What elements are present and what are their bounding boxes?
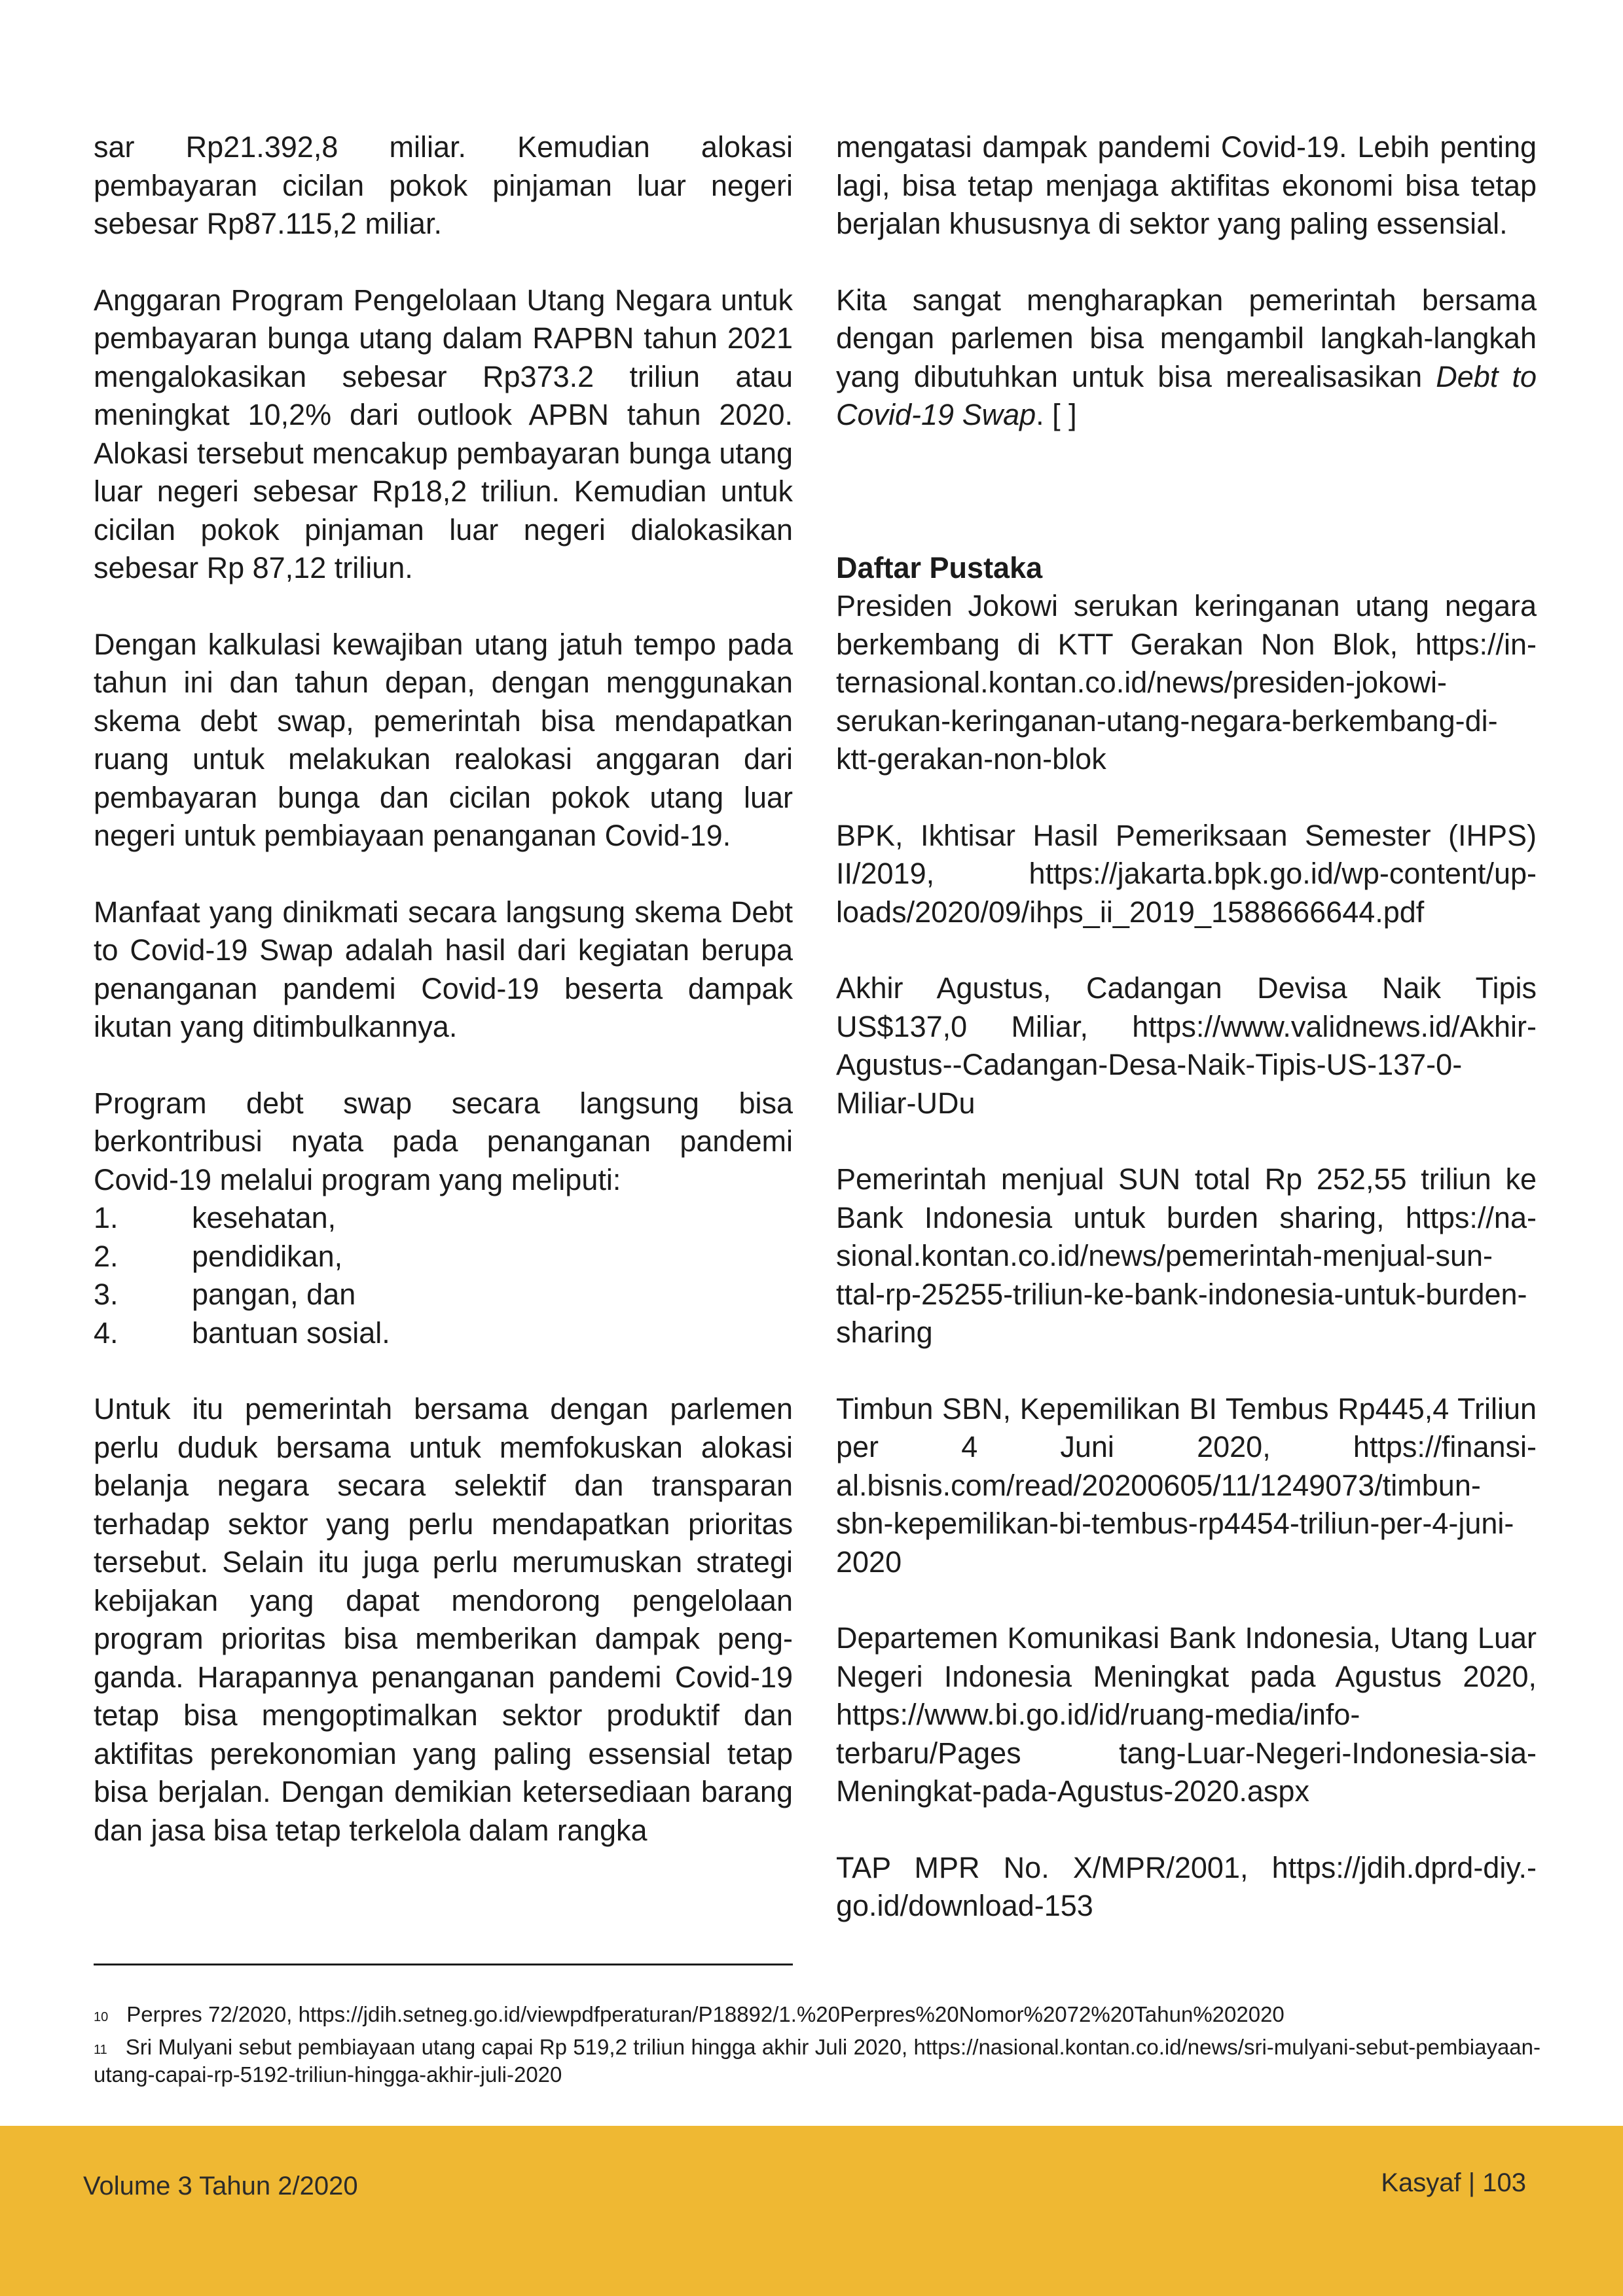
footnote <box>94 2034 1541 2089</box>
references-heading: Daftar Pustaka <box>836 550 1043 584</box>
footnote-number: 10 <box>94 2010 109 2024</box>
paragraph <box>836 281 1537 435</box>
paragraph: mengatasi dampak pandemi Covid-19. Lebih penting lagi, bisa tetap menjaga aktifitas ekonomi bisa tetap berjalan khususnya di sektor yang paling essensial. <box>836 130 1537 240</box>
footnote-text[interactable]: Sri Mulyani sebut pembiayaan utang capai Rp 519,2 triliun hingga akhir Juli 2020, https://nasional.kontan.co.id/news/sri-mulyani-sebut-pembiayaan-utang-capai-rp-5192-triliun-hingga-akhir-juli-2020 <box>94 2035 1541 2087</box>
list-item-number: 1. <box>94 1201 119 1234</box>
reference-item: TAP MPR No. X/MPR/2001, https://jdih.dprd-diy.go.id/download-153 <box>836 1850 1537 1922</box>
paragraph-italic-term: Debt to Covid-19 Swap <box>836 359 1537 431</box>
list-item-text: bantuan sosial. <box>192 1316 390 1350</box>
paragraph-text: Kita sangat mengharapkan pemerintah bersama dengan parlemen bisa mengambil langkah-langkah yang dibutuhkan untuk bisa merealisasikan <box>836 283 1537 393</box>
program-list <box>94 1199 793 1352</box>
footnote-number: 11 <box>94 2043 107 2057</box>
footnotes <box>94 2001 1541 2094</box>
list-item <box>94 1238 793 1276</box>
spacer <box>836 473 1537 549</box>
footnote <box>94 2001 1541 2028</box>
reference-item: Akhir Agustus, Cadangan Devisa Naik Tipis US$137,0 Miliar, https://www.validnews.id/Akhir-Agustus--Cadangan-Desa-Naik-Tipis-US-137-0-Miliar-UDu <box>836 971 1537 1120</box>
footnote-text[interactable]: Perpres 72/2020, https://jdih.setneg.go.id/viewpdfperaturan/P18892/1.%20Perpres%20Nomor%2072%20Tahun%202020 <box>126 2002 1285 2026</box>
list-item <box>94 1199 793 1238</box>
left-column <box>94 128 793 1888</box>
list-item <box>94 1314 793 1353</box>
reference-item: Timbun SBN, Kepemilikan BI Tembus Rp445,4 Triliun per 4 Juni 2020, https://finansial.bisnis.com/read/20200605/11/1249073/timbun-sbn-kepemilikan-bi-tembus-rp4454-triliun-per-4-juni-2020 <box>836 1391 1537 1579</box>
paragraph: Manfaat yang dinikmati secara langsung skema Debt to Covid-19 Swap adalah hasil dari kegiatan berupa penanganan pandemi Covid-19 beserta dampak ikutan yang ditimbulkannya. <box>94 895 793 1043</box>
list-item-number: 4. <box>94 1316 119 1350</box>
footer-page-number: Kasyaf | 103 <box>1381 2168 1526 2197</box>
list-item-text: kesehatan, <box>192 1201 337 1234</box>
list-item-number: 2. <box>94 1239 119 1273</box>
footer-band <box>0 2126 1623 2296</box>
paragraph: sar Rp21.392,8 miliar. Kemudian alokasi pembayaran cicilan pokok pinjaman luar negeri sebesar Rp87.115,2 miliar. <box>94 130 793 240</box>
reference-item: Pemerintah menjual SUN total Rp 252,55 triliun ke Bank Indonesia untuk burden sharing, https://nasional.kontan.co.id/news/pemerintah-menjual-sun-ttal-rp-25255-triliun-ke-bank-indonesia-untuk-burden-sharing <box>836 1162 1537 1349</box>
list-item-text: pangan, dan <box>192 1278 356 1311</box>
reference-item: Departemen Komunikasi Bank Indonesia, Utang Luar Negeri Indonesia Meningkat pada Agustus 2020, https://www.bi.go.id/id/ruang-media/info-terbaru/Pages tang-Luar-Negeri-Indonesia-sia-Meningkat-pada-Agustus-2020.aspx <box>836 1621 1537 1808</box>
paragraph-end: . [ ] <box>1036 398 1077 431</box>
list-item-number: 3. <box>94 1278 119 1311</box>
reference-item: BPK, Ikhtisar Hasil Pemeriksaan Semester (IHPS) II/2019, https://jakarta.bpk.go.id/wp-content/uploads/2020/09/ihps_ii_2019_1588666644.pdf <box>836 818 1537 929</box>
paragraph: Dengan kalkulasi kewajiban utang jatuh tempo pada tahun ini dan tahun depan, dengan menggunakan skema debt swap, pemerintah bisa mendapatkan ruang untuk melakukan realokasi anggaran dari pembayaran bunga dan cicilan pokok utang luar negeri untuk pembiayaan penanganan Covid-19. <box>94 627 793 852</box>
paragraph: Program debt swap secara langsung bisa berkontribusi nyata pada penanganan pandemi Covid-19 melalui program yang meliputi: <box>94 1086 793 1196</box>
paragraph: Anggaran Program Pengelolaan Utang Negara untuk pembayaran bunga utang dalam RAPBN tahun 2021 mengalokasikan sebesar Rp373.2 triliun atau meningkat 10,2% dari outlook APBN tahun 2020. Alokasi tersebut mencakup pembayaran bunga utang luar negeri sebesar Rp18,2 triliun. Kemudian untuk cicilan pokok pinjaman luar negeri dialokasikan sebesar Rp 87,12 triliun. <box>94 283 793 584</box>
list-item <box>94 1276 793 1314</box>
footnote-divider <box>94 1964 793 1965</box>
right-column <box>836 128 1537 1964</box>
reference-item: Presiden Jokowi serukan keringanan utang negara berkembang di KTT Gerakan Non Blok, https://internasional.kontan.co.id/news/presiden-jokowi-serukan-keringanan-utang-negara-berkembang-di-ktt-gerakan-non-blok <box>836 589 1537 776</box>
footer-volume: Volume 3 Tahun 2/2020 <box>83 2172 358 2200</box>
paragraph: Untuk itu pemerintah bersama dengan parlemen perlu duduk bersama untuk memfokuskan alokasi belanja negara secara selektif dan transparan terhadap sektor yang perlu mendapatkan prioritas tersebut. Selain itu juga perlu merumuskan strategi kebijakan yang dapat mendorong pengelolaan program prioritas bisa memberikan dampak pengganda. Harapannya penanganan pandemi Covid-19 tetap bisa mengoptimalkan sektor produktif dan aktifitas perekonomian yang paling essensial tetap bisa berjalan. Dengan demikian ketersediaan barang dan jasa bisa tetap terkelola dalam rangka <box>94 1392 793 1847</box>
list-item-text: pendidikan, <box>192 1239 343 1273</box>
